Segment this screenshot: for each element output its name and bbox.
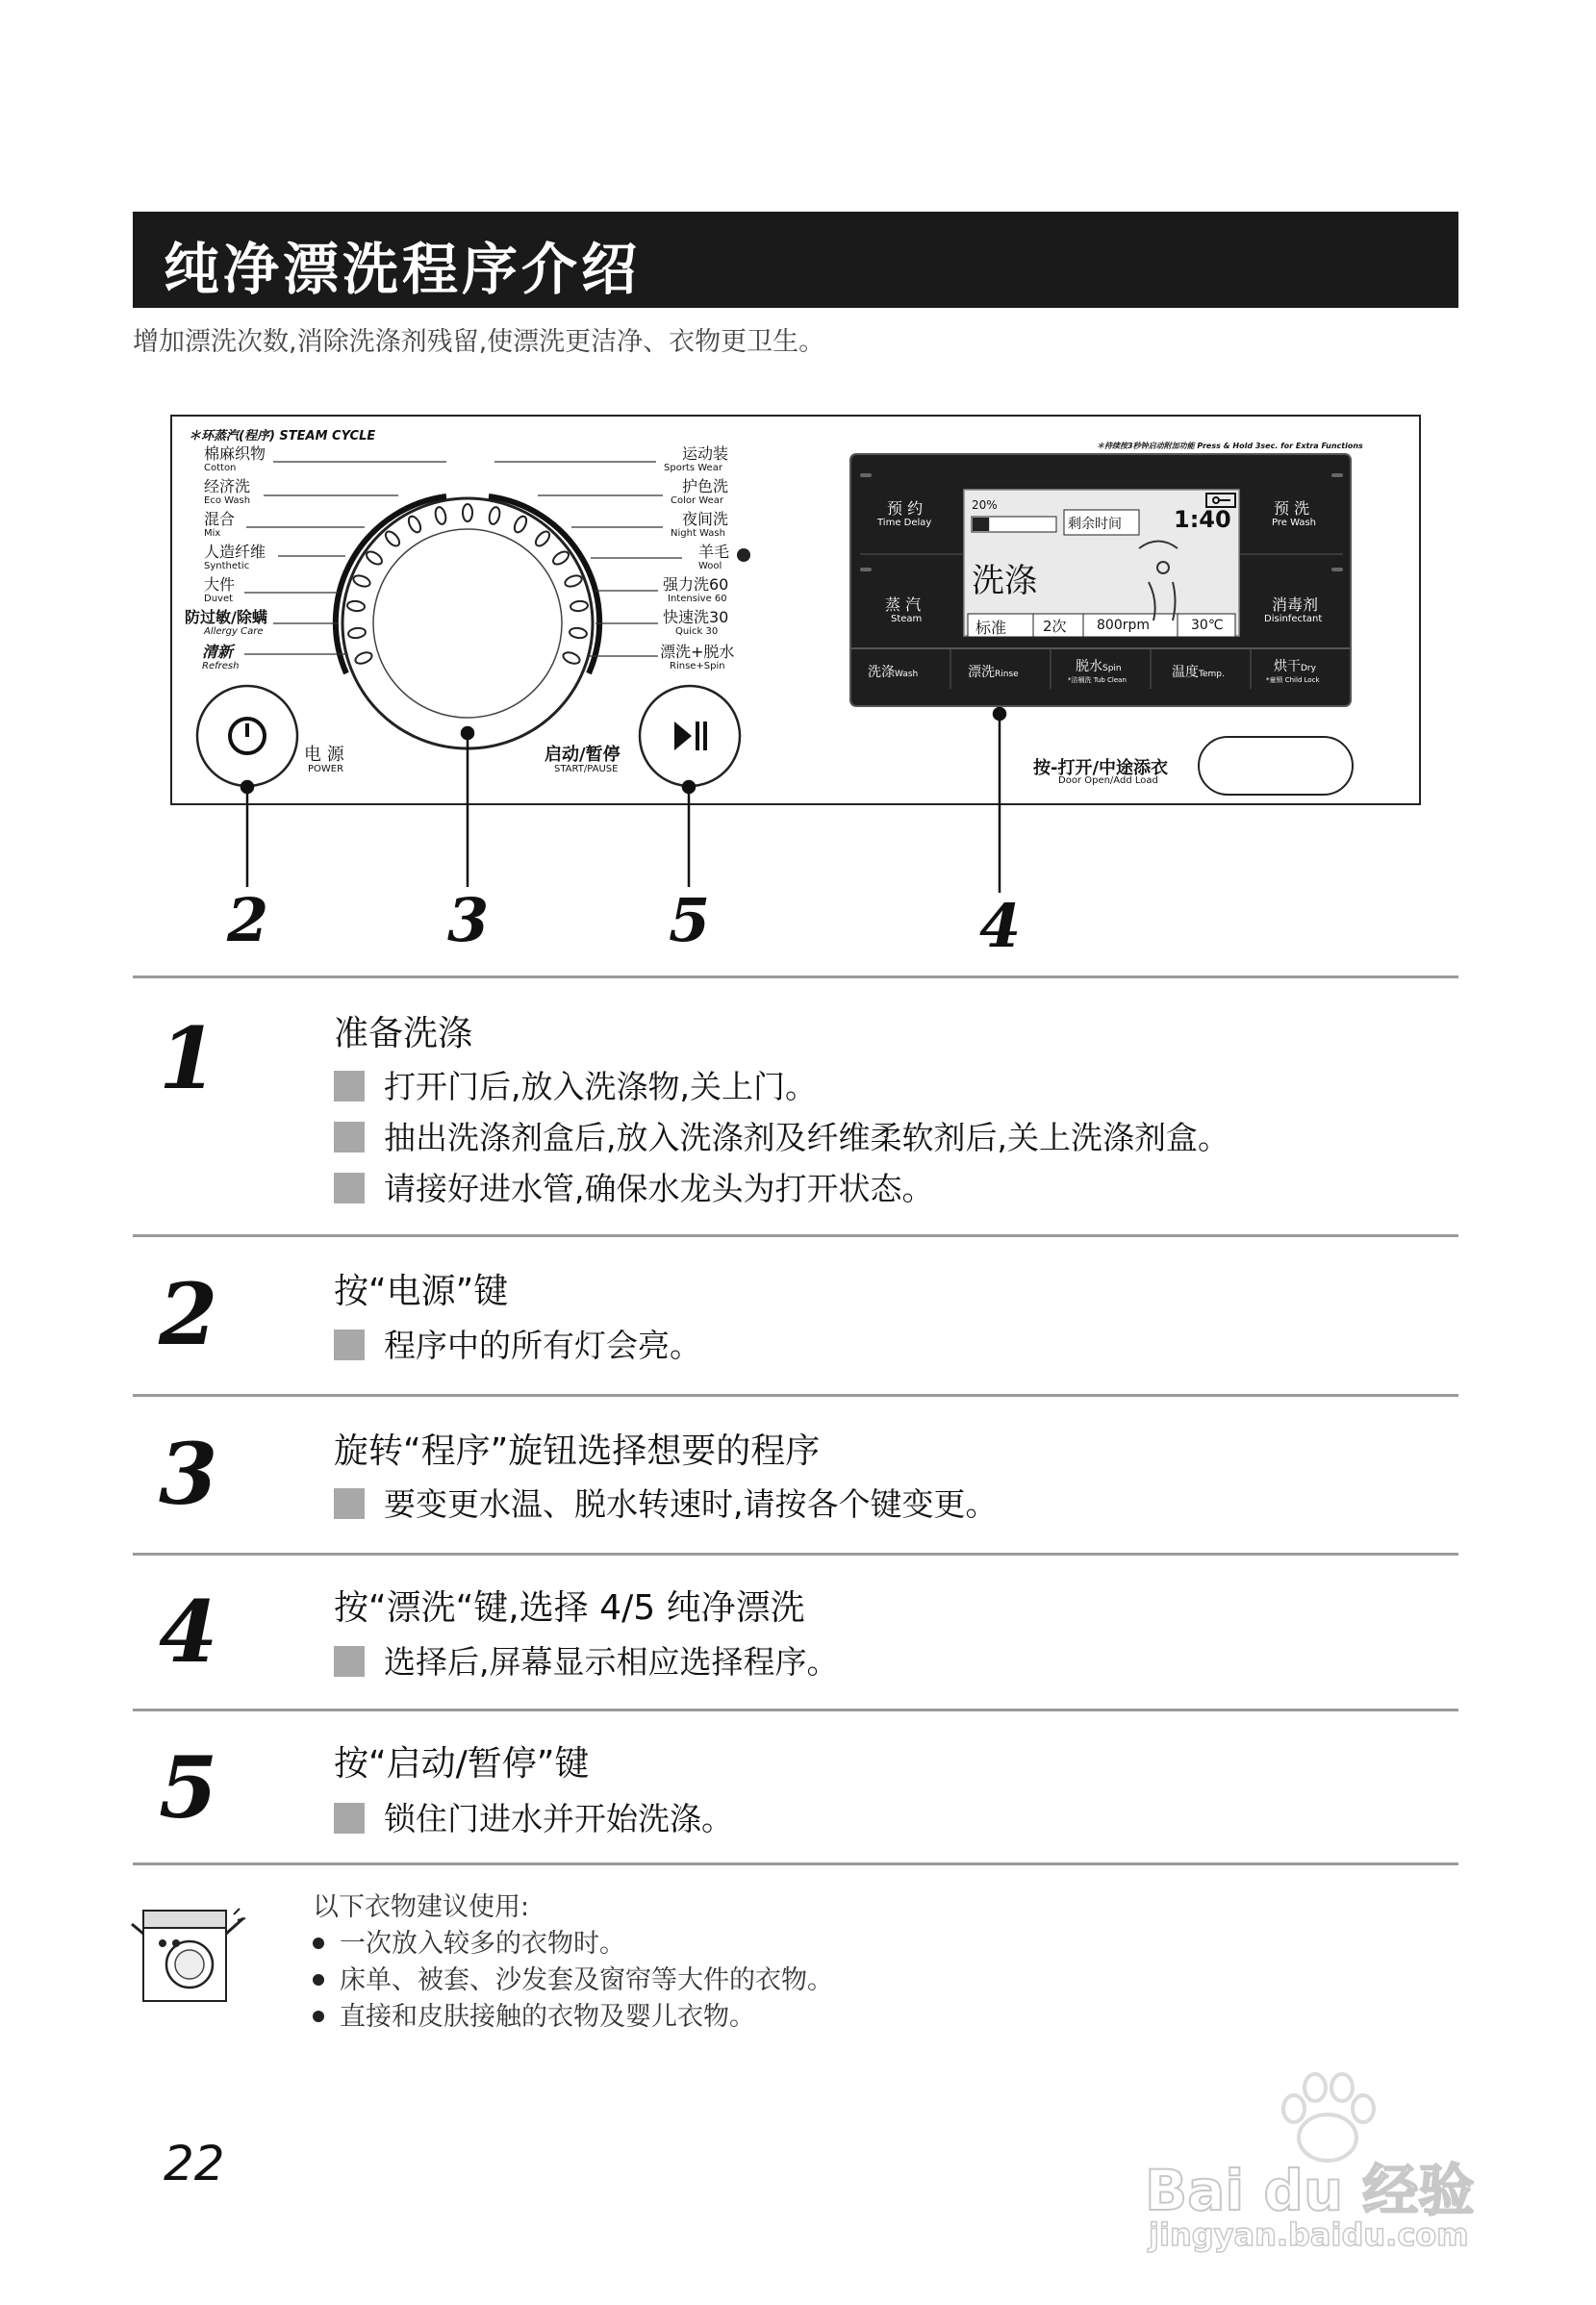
display-temp: 30℃ [1191, 618, 1224, 633]
bullet-text: 抽出洗涤剂盒后,放入洗涤剂及纤维柔软剂后,关上洗涤剂盒。 [384, 1119, 1229, 1156]
program-synthetic[interactable]: 人造纤维 [204, 543, 266, 561]
program-eco-wash[interactable]: 经济洗 [204, 477, 251, 495]
power-label: 电 源 [304, 745, 344, 765]
program-refresh[interactable]: 清新 [202, 643, 234, 661]
program-wool[interactable]: 羊毛 [698, 543, 730, 561]
page-subtitle: 增加漂洗次数,消除洗涤剂残留,使漂洗更洁净、衣物更卫生。 [133, 327, 825, 357]
divider [133, 1394, 1458, 1397]
tub-clean-note: *洁桶洗 Tub Clean [1068, 676, 1127, 684]
step-bullet [334, 1113, 1229, 1156]
program-night-wash-en: Night Wash [671, 528, 725, 539]
hold-note: ＊持续按3秒钟启动附加功能 Press & Hold 3sec. for Extra Functions [1097, 442, 1363, 450]
tip-item [313, 1995, 755, 2033]
watermark-url: jingyan.baidu.com [1149, 2216, 1469, 2253]
start-pause-label-en: START/PAUSE [554, 764, 619, 774]
door-label: 按-打开/中途添衣 [1033, 758, 1169, 778]
callout-knob: 3 [447, 885, 490, 955]
door-label-en: Door Open/Add Load [1058, 775, 1158, 786]
bullet-square [334, 1071, 365, 1102]
time-delay-button[interactable]: 预 约 [887, 499, 924, 518]
program-cotton[interactable]: 棉麻织物 [204, 444, 266, 463]
rinse-button-label: 漂洗 [968, 665, 995, 680]
dry-button-en: Dry [1301, 664, 1316, 673]
temp-button-label: 温度 [1172, 665, 1199, 680]
divider [133, 1234, 1458, 1237]
bullet-text: 请接好进水管,确保水龙头为打开状态。 [384, 1170, 934, 1207]
program-intensive-60-en: Intensive 60 [668, 594, 727, 604]
wash-button-en: Wash [895, 670, 919, 679]
step-title: 按“电源”键 [334, 1272, 509, 1311]
tip-text: 床单、被套、沙发套及窗帘等大件的衣物。 [340, 1965, 833, 1995]
program-mix-en: Mix [204, 528, 221, 539]
remaining-time: 1:40 [1174, 506, 1231, 533]
step-bullet [334, 1480, 998, 1523]
page-title: 纯净漂洗程序介绍 [164, 237, 642, 302]
program-rinse-spin-en: Rinse+Spin [670, 661, 725, 671]
program-eco-wash-en: Eco Wash [204, 495, 251, 506]
watermark-brand: Bai du 经验 [1145, 2158, 1475, 2223]
program-color-wear-en: Color Wear [671, 495, 723, 506]
step-number: 2 [159, 1264, 218, 1364]
program-cotton-en: Cotton [204, 463, 237, 473]
step-title: 旋转“程序”旋钮选择想要的程序 [334, 1431, 821, 1471]
steam-en: Steam [891, 614, 923, 624]
bullet-square [334, 1488, 365, 1519]
page-number: 22 [164, 2136, 225, 2191]
bullet-dot [313, 1938, 324, 1949]
step-number: 4 [159, 1582, 218, 1682]
bullet-square [334, 1122, 365, 1152]
step-bullet [334, 1062, 817, 1105]
program-duvet[interactable]: 大件 [204, 575, 236, 594]
program-intensive-60[interactable]: 强力洗60 [663, 575, 729, 594]
bullet-square [334, 1803, 365, 1834]
step-title: 按“漂洗“键,选择 4/5 纯净漂洗 [334, 1588, 805, 1628]
callout-leaders [0, 0, 1596, 962]
callout-power: 2 [227, 885, 269, 955]
bullet-text: 选择后,屏幕显示相应选择程序。 [384, 1643, 839, 1681]
bullet-square [334, 1330, 365, 1360]
baidu-watermark [1135, 2068, 1520, 2261]
step-title: 准备洗涤 [334, 1014, 473, 1053]
bullet-text: 打开门后,放入洗涤物,关上门。 [384, 1068, 817, 1105]
program-synthetic-en: Synthetic [204, 561, 250, 571]
remaining-time-label: 剩余时间 [1068, 517, 1122, 532]
dry-button-label: 烘干 [1274, 659, 1301, 674]
disinfectant-en: Disinfectant [1264, 614, 1323, 624]
step-bullet [334, 1637, 839, 1681]
program-allergy-care-en: Allergy Care [204, 626, 264, 637]
tip-text: 一次放入较多的衣物时。 [340, 1929, 625, 1959]
program-sports-wear[interactable]: 运动装 [682, 444, 729, 463]
divider [133, 975, 1458, 978]
rinse-button-en: Rinse [995, 670, 1019, 679]
program-night-wash[interactable]: 夜间洗 [682, 510, 729, 528]
program-sports-wear-en: Sports Wear [664, 463, 722, 473]
step-bullet [334, 1164, 934, 1207]
pre-wash-button[interactable]: 预 洗 [1274, 499, 1310, 518]
program-quick-30[interactable]: 快速洗30 [663, 608, 729, 626]
bullet-square [334, 1173, 365, 1203]
start-pause-label: 启动/暂停 [545, 745, 621, 765]
pre-wash-en: Pre Wash [1272, 518, 1317, 528]
tips-intro: 以下衣物建议使用: [313, 1892, 530, 1922]
tip-item [313, 1922, 625, 1960]
progress-percent: 20% [972, 498, 998, 512]
bullet-dot [313, 1974, 324, 1986]
spin-button-label: 脱水 [1076, 659, 1102, 674]
wash-button-label: 洗涤 [868, 665, 895, 680]
tip-text: 直接和皮肤接触的衣物及婴儿衣物。 [340, 2002, 755, 2032]
divider [133, 1553, 1458, 1556]
step-title: 按“启动/暂停”键 [334, 1744, 590, 1784]
program-mix[interactable]: 混合 [204, 510, 236, 528]
program-refresh-en: Refresh [202, 661, 240, 671]
spin-button-en: Spin [1102, 664, 1122, 673]
steam-cycle-label: ＊环蒸汽(程序) STEAM CYCLE [189, 429, 376, 443]
step-bullet [334, 1794, 733, 1837]
callout-start: 5 [669, 885, 711, 955]
bullet-square [334, 1646, 365, 1677]
child-lock-note: *童锁 Child Lock [1266, 676, 1320, 684]
washing-machine-mascot-icon [130, 1895, 251, 2009]
step-number: 5 [159, 1737, 218, 1837]
power-label-en: POWER [308, 764, 344, 774]
step-bullet [334, 1321, 701, 1364]
program-rinse-spin[interactable]: 漂洗+脱水 [660, 643, 735, 661]
callout-display: 4 [979, 891, 1022, 961]
bullet-text: 程序中的所有灯会亮。 [384, 1327, 701, 1364]
program-allergy-care[interactable]: 防过敏/除螨 [185, 608, 267, 626]
divider [133, 1709, 1458, 1711]
step-number: 3 [159, 1424, 218, 1524]
display-status: 洗涤 [972, 562, 1037, 600]
display-mode: 标准 [975, 619, 1007, 637]
bullet-text: 锁住门进水并开始洗涤。 [384, 1800, 733, 1837]
program-quick-30-en: Quick 30 [675, 626, 719, 637]
bullet-text: 要变更水温、脱水转速时,请按各个键变更。 [384, 1485, 998, 1523]
divider [133, 1862, 1458, 1865]
step-number: 1 [159, 1008, 218, 1108]
tip-item [313, 1959, 833, 1996]
program-duvet-en: Duvet [204, 594, 234, 604]
program-wool-en: Wool [698, 561, 722, 571]
steam-button[interactable]: 蒸 汽 [885, 595, 922, 614]
bullet-dot [313, 2011, 324, 2022]
program-color-wear[interactable]: 护色洗 [682, 477, 729, 495]
disinfectant-button[interactable]: 消毒剂 [1272, 595, 1319, 614]
display-rinse-count: 2次 [1043, 618, 1067, 635]
time-delay-en: Time Delay [877, 518, 932, 528]
temp-button-en: Temp. [1199, 670, 1225, 679]
display-spin: 800rpm [1097, 618, 1151, 633]
